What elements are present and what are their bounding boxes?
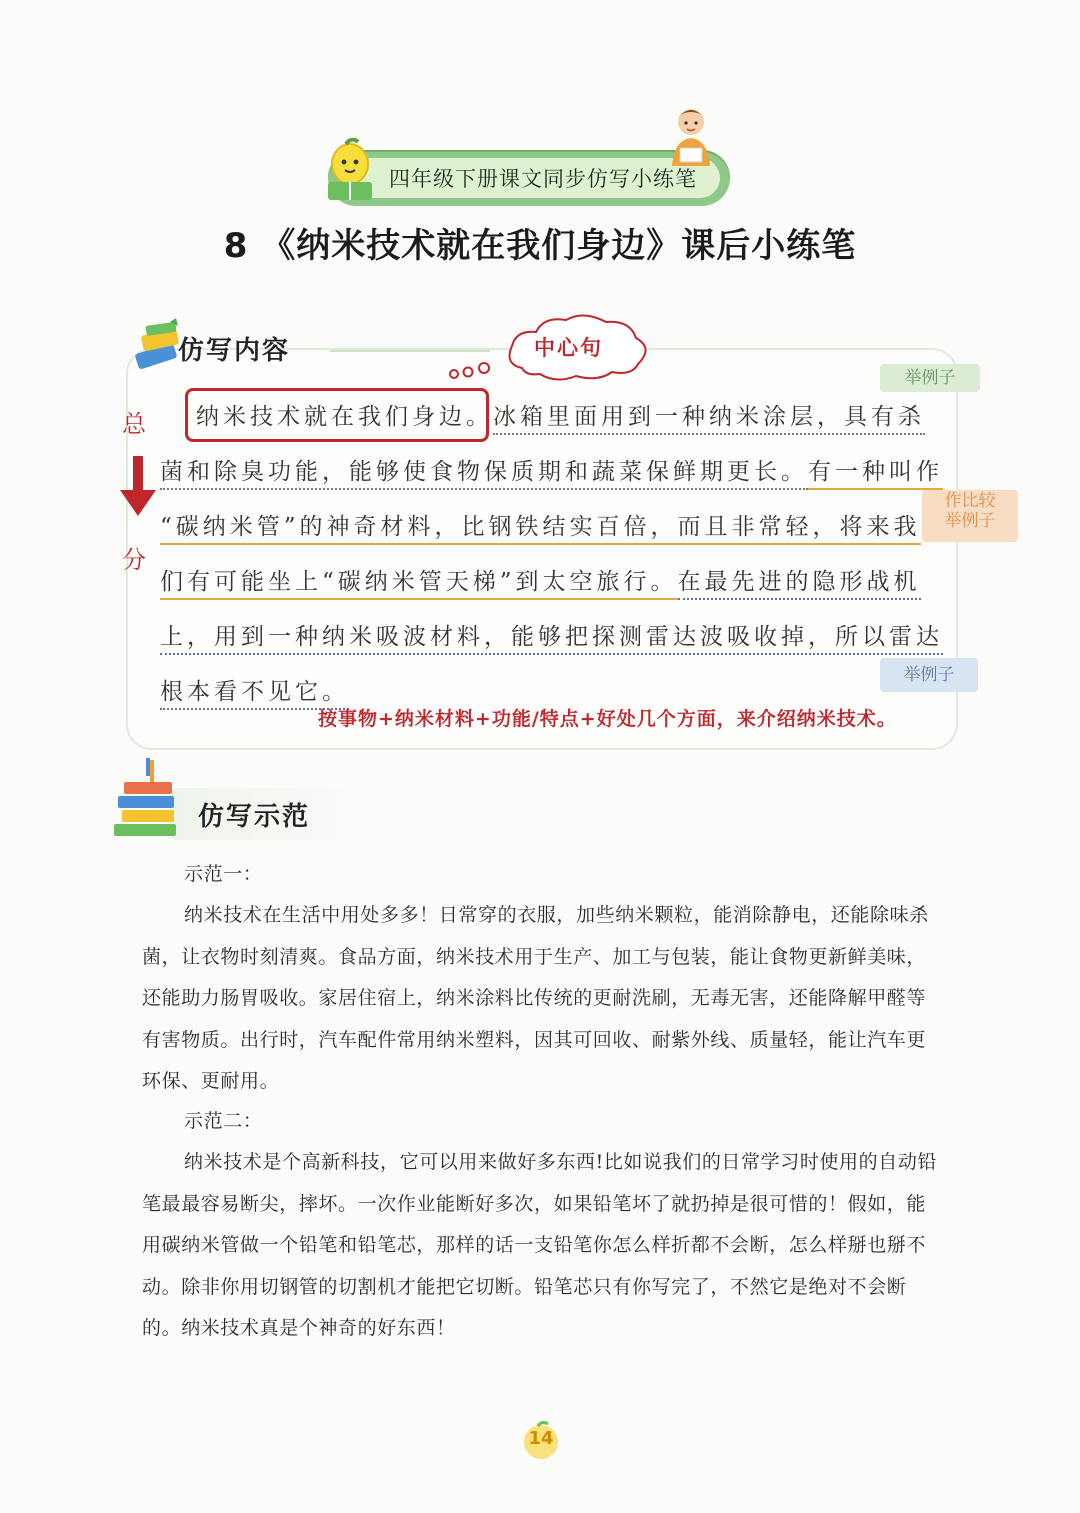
line-6-text: 根本看不见它。 bbox=[160, 679, 349, 710]
page-title: 8 《纳米技术就在我们身边》课后小练笔 bbox=[223, 226, 857, 266]
tag-example-1: 举例子 bbox=[880, 364, 980, 392]
down-arrow-icon bbox=[118, 456, 158, 518]
line-1-rest: 冰箱里面用到一种纳米涂层，具有杀 bbox=[493, 404, 925, 435]
tag-compare-text: 作比较 举例子 bbox=[944, 491, 996, 531]
example-2-text: 纳米技术是个高新科技，它可以用来做好多东西!比如说我们的日常学习时使用的自动铅笔最最容易断尖，摔坏。一次作业能断好多次，如果铅笔坏了就扔掉是很可惜的！假如，能用碳纳米管做一个铅笔和铅笔芯，那样的话一支铅笔你怎么样折都不会断，怎么样掰也掰不动。除非你用切钢管的切割机才能把它切断。铅笔芯只有你写完了，不然它是绝对不会断的。纳米技术真是个神奇的好东西！ bbox=[142, 1151, 938, 1340]
boy-reading-icon bbox=[660, 102, 722, 168]
line-2-part1: 菌和除臭功能，能够使食物保质期和蔬菜保鲜期更长。 bbox=[160, 459, 808, 490]
structure-label-parts: 分 bbox=[122, 546, 146, 574]
line-4-part2: 在最先进的隐形战机 bbox=[678, 569, 921, 600]
line-5-text: 上，用到一种纳米吸波材料，能够把探测雷达波吸收掉，所以雷达 bbox=[160, 624, 943, 655]
center-sentence-label: 中心句 bbox=[534, 336, 603, 360]
summary-note: 按事物+纳米材料+功能/特点+好处几个方面，来介绍纳米技术。 bbox=[318, 708, 897, 730]
structure-label-total: 总 bbox=[122, 410, 146, 438]
text-line-1 bbox=[196, 398, 925, 431]
line-4-part1: 们有可能坐上“碳纳米管天梯”到太空旅行。 bbox=[160, 569, 678, 600]
line-2-part2: 有一种叫作 bbox=[808, 459, 943, 490]
example-2-label: 示范二： bbox=[184, 1110, 263, 1132]
example-1-label: 示范一： bbox=[184, 863, 263, 885]
center-sentence: 纳米技术就在我们身边。 bbox=[196, 404, 493, 430]
tag-example-2: 举例子 bbox=[880, 658, 978, 692]
lemon-mascot-icon bbox=[320, 138, 380, 204]
tag-compare-example bbox=[922, 490, 1018, 542]
example-1 bbox=[142, 854, 942, 1102]
banner-text: 四年级下册课文同步仿写小练笔 bbox=[389, 167, 697, 191]
example-1-text: 纳米技术在生活中用处多多！日常穿的衣服，加些纳米颗粒，能消除静电，还能除味杀菌，让衣物时刻清爽。食品方面，纳米技术用于生产、加工与包装，能让食物更新鲜美味，还能助力肠胃吸收。家居住宿上，纳米涂料比传统的更耐洗刷，无毒无害，还能降解甲醛等有害物质。出行时，汽车配件常用纳米塑料，因其可回收、耐紫外线、质量轻，能让汽车更环保、更耐用。 bbox=[142, 904, 929, 1093]
text-line-5 bbox=[160, 618, 943, 651]
section-heading-imitation-content: 仿写内容 bbox=[178, 336, 291, 366]
example-2 bbox=[142, 1101, 942, 1349]
text-line-4 bbox=[160, 563, 921, 596]
text-line-6 bbox=[160, 673, 349, 706]
text-line-3 bbox=[160, 508, 921, 541]
text-line-2 bbox=[160, 453, 943, 486]
book-stack-icon bbox=[110, 758, 190, 840]
section-divider bbox=[330, 350, 490, 352]
page-number: 14 bbox=[528, 1428, 554, 1449]
thought-bubble-dots bbox=[448, 362, 496, 382]
section-heading-example: 仿写示范 bbox=[198, 802, 311, 832]
line-3-text: “碳纳米管”的神奇材料，比钢铁结实百倍，而且非常轻，将来我 bbox=[160, 514, 921, 545]
